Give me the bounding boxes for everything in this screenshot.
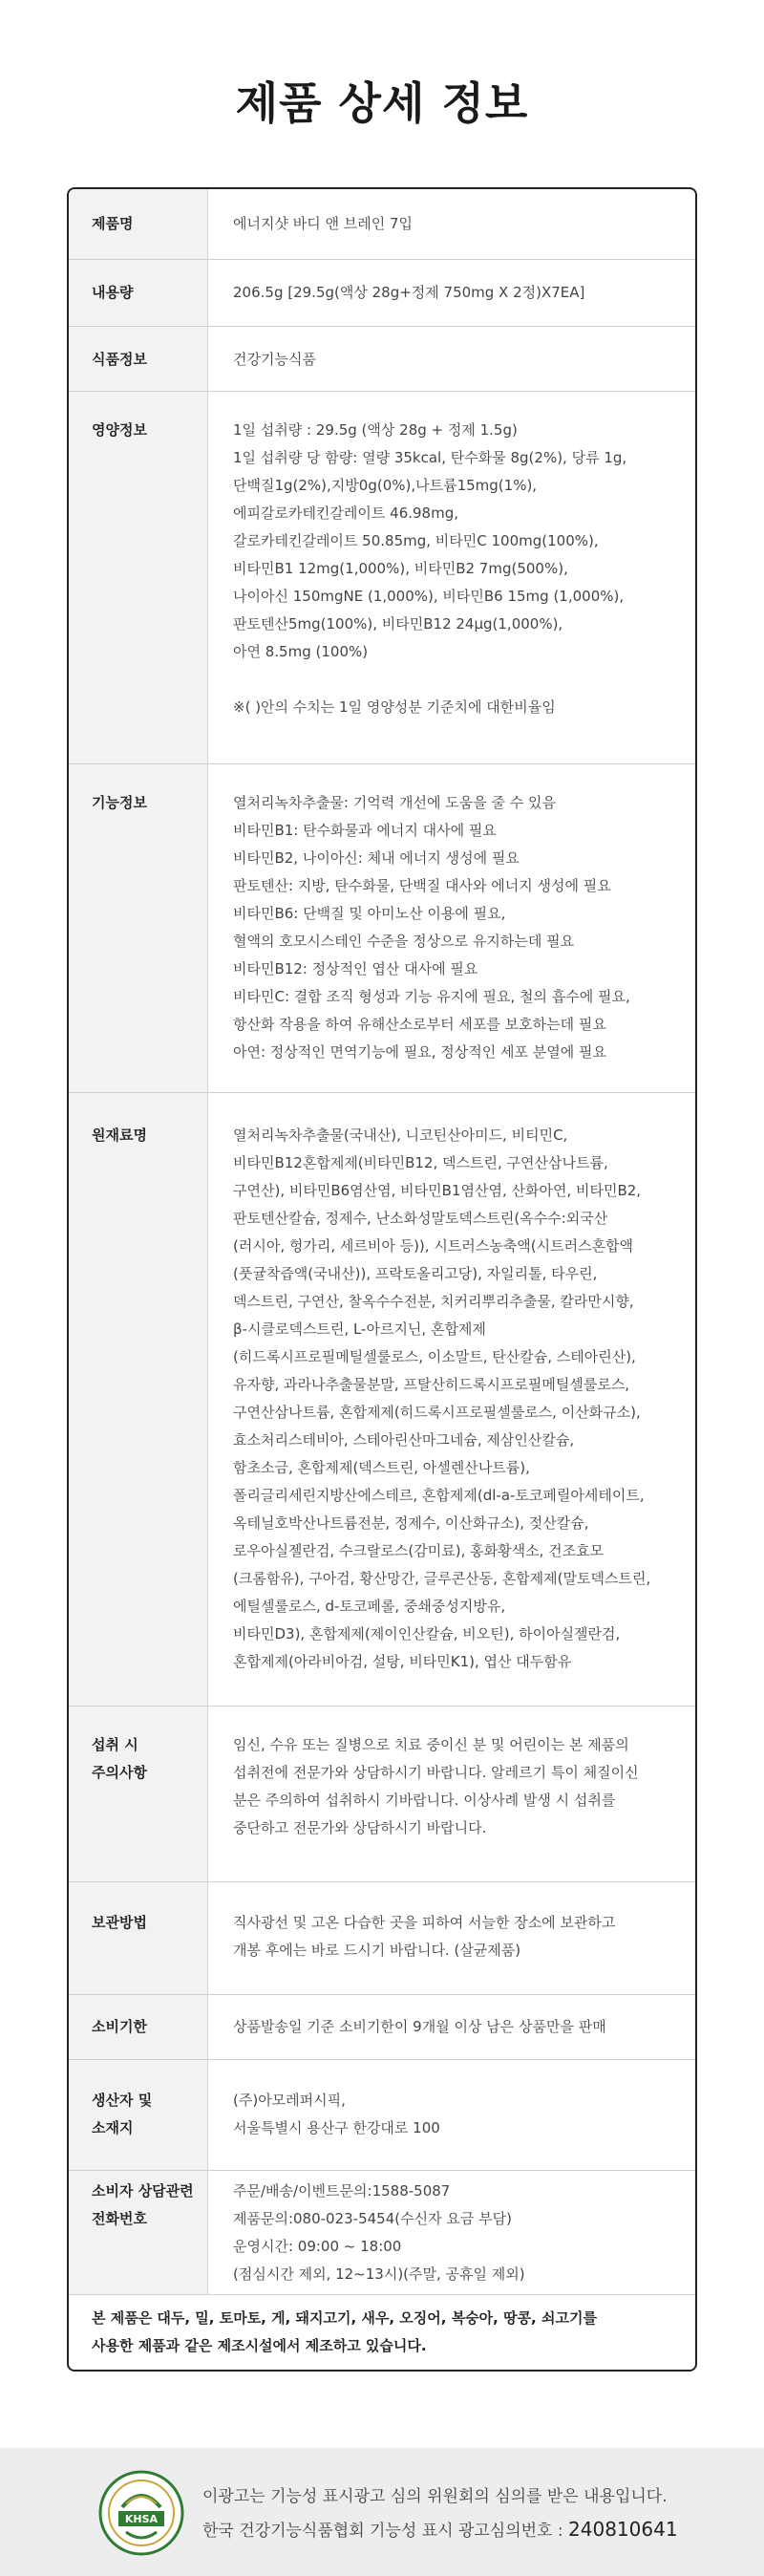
row-label-cell — [69, 1093, 208, 1706]
row-nutrition — [69, 392, 695, 764]
row-label-cell — [69, 2171, 208, 2294]
ingredient-line: 혼합제제(아라비아검, 설탕, 비타민K1), 엽산 대두함유 — [233, 1653, 572, 1670]
function-line: 혈액의 호모시스테인 수준을 정상으로 유지하는데 필요 — [233, 933, 575, 950]
footer-line2-prefix: 한국 건강기능식품협회 기능성 표시 광고심의번호 : — [202, 2522, 569, 2541]
function-line: 아연: 정상적인 면역기능에 필요, 정상적인 세포 분열에 필요 — [233, 1043, 606, 1061]
spacer — [233, 666, 682, 694]
allergy-notice-line2: 사용한 제품과 같은 제조시설에서 제조하고 있습니다. — [92, 2337, 427, 2354]
row-manufacturer — [69, 2060, 695, 2171]
manufacturer-label-line2: 소재지 — [92, 2119, 134, 2136]
content-value: 206.5g [29.5g(액상 28g+정제 750mg X 2정)X7EA] — [233, 284, 585, 301]
function-label: 기능정보 — [92, 794, 147, 811]
row-label-cell — [69, 260, 208, 326]
row-consumer-contact — [69, 2171, 695, 2295]
row-label-cell — [69, 1882, 208, 1994]
nutrition-note: ※( )안의 수치는 1일 영양성분 기준치에 대한비율임 — [233, 698, 556, 716]
row-content — [69, 260, 695, 327]
caution-line: 섭취전에 전문가와 상담하시기 바랍니다. 알레르기 특이 체질이신 — [233, 1764, 639, 1781]
contact-line: (점심시간 제외, 12~13시)(주말, 공휴일 제외) — [233, 2265, 525, 2283]
row-label-cell — [69, 764, 208, 1092]
contact-label-line1: 소비자 상담관련 — [92, 2182, 194, 2200]
row-storage — [69, 1882, 695, 1995]
ingredient-line: 로우아실젤란검, 수크랄로스(감미료), 홍화황색소, 건조효모 — [233, 1542, 605, 1559]
ingredient-line: (히드록시프로필메틸셀룰로스, 이소말트, 탄산칼슘, 스테아린산), — [233, 1348, 636, 1365]
function-line: 비타민B2, 나이아신: 체내 에너지 생성에 필요 — [233, 849, 520, 867]
product-name-value: 에너지샷 바디 앤 브레인 7입 — [233, 215, 414, 232]
contact-line: 운영시간: 09:00 ~ 18:00 — [233, 2238, 402, 2255]
function-line: 비타민B1: 탄수화물과 에너지 대사에 필요 — [233, 822, 497, 839]
product-name-label: 제품명 — [92, 215, 134, 232]
expiry-label: 소비기한 — [92, 2018, 147, 2035]
nutrition-line: 단백질1g(2%),지방0g(0%),나트륨15mg(1%), — [233, 477, 538, 494]
manufacturer-label-line1: 생산자 및 — [92, 2092, 153, 2109]
khsa-seal-icon — [97, 2469, 185, 2557]
function-values — [233, 789, 682, 1066]
caution-line: 분은 주의하여 섭취하시 기바랍니다. 이상사례 발생 시 섭취를 — [233, 1792, 616, 1809]
function-line: 열처리녹차추출물: 기억력 개선에 도움을 줄 수 있음 — [233, 794, 556, 811]
ingredient-line: 효소처리스테비아, 스테아린산마그네슘, 제삼인산칼슘, — [233, 1431, 575, 1449]
contact-values — [233, 2178, 682, 2288]
nutrition-line: 아연 8.5mg (100%) — [233, 643, 369, 660]
row-ingredients — [69, 1093, 695, 1707]
nutrition-line: 1일 섭취량 : 29.5g (액상 28g + 정제 1.5g) — [233, 421, 518, 439]
allergy-notice-line1: 본 제품은 대두, 밀, 토마토, 게, 돼지고기, 새우, 오징어, 복숭아, 땅콩, 쇠고기를 — [92, 2309, 597, 2327]
ingredient-line: 폴리글리세린지방산에스테르, 혼합제제(dl-a-토코페릴아세테이트, — [233, 1487, 645, 1504]
function-line: 비타민B12: 정상적인 엽산 대사에 필요 — [233, 960, 478, 977]
expiry-value: 상품발송일 기준 소비기한이 9개월 이상 남은 상품만을 판매 — [233, 2018, 606, 2035]
nutrition-line: 에피갈로카테킨갈레이트 46.98mg, — [233, 504, 459, 522]
ingredients-label: 원재료명 — [92, 1127, 147, 1144]
ingredient-line: 함초소금, 혼합제제(덱스트린, 아셀렌산나트륨), — [233, 1459, 530, 1476]
nutrition-line: 나이아신 150mgNE (1,000%), 비타민B6 15mg (1,000%), — [233, 588, 625, 605]
contact-label-line2: 전화번호 — [92, 2210, 147, 2227]
ingredient-line: 비타민B12혼합제제(비타민B12, 덱스트린, 구연산삼나트륨, — [233, 1154, 608, 1171]
row-function — [69, 764, 695, 1093]
nutrition-line: 1일 섭취량 당 함량: 열량 35kcal, 탄수화물 8g(2%), 당류 1g, — [233, 449, 627, 466]
function-line: 항산화 작용을 하여 유해산소로부터 세포를 보호하는데 필요 — [233, 1016, 606, 1033]
storage-label: 보관방법 — [92, 1914, 147, 1931]
manufacturer-line: (주)아모레퍼시픽, — [233, 2092, 346, 2109]
page-title: 제품 상세 정보 — [235, 77, 529, 129]
row-label-cell — [69, 392, 208, 763]
storage-line: 개봉 후에는 바로 드시기 바랍니다. (살균제품) — [233, 1942, 521, 1959]
caution-values — [233, 1731, 682, 1842]
ingredient-line: (러시아, 헝가리, 세르비아 등)), 시트러스농축액(시트러스혼합액 — [233, 1237, 634, 1255]
ingredient-line: 열처리녹차추출물(국내산), 니코틴산아미드, 비티민C, — [233, 1127, 568, 1144]
ingredient-line: 비타민D3), 혼합제제(제이인산칼슘, 비오틴), 하이아실젤란검, — [233, 1625, 621, 1642]
row-label-cell — [69, 2060, 208, 2170]
row-label-cell — [69, 1707, 208, 1881]
footer-line1: 이광고는 기능성 표시광고 심의 위원회의 심의를 받은 내용입니다. — [202, 2487, 668, 2506]
ingredient-line: 옥테닐호박산나트륨전분, 정제수, 이산화규소), 젖산칼슘, — [233, 1514, 589, 1532]
storage-values — [233, 1909, 682, 1964]
caution-line: 임신, 수유 또는 질병으로 치료 중이신 분 및 어린이는 본 제품의 — [233, 1736, 629, 1753]
nutrition-line: 갈로카테킨갈레이트 50.85mg, 비타민C 100mg(100%), — [233, 532, 599, 549]
ingredient-line: 덱스트린, 구연산, 찰옥수수전분, 치커리뿌리추출물, 칼라만시향, — [233, 1293, 634, 1310]
footer-line2 — [202, 2517, 678, 2541]
nutrition-values — [233, 417, 682, 721]
food-type-value: 건강기능식품 — [233, 351, 316, 368]
ingredient-line: 에틸셀룰로스, d-토코페롤, 중쇄중성지방유, — [233, 1598, 506, 1615]
row-food-type — [69, 327, 695, 392]
row-label-cell — [69, 1995, 208, 2059]
caution-label-line2: 주의사항 — [92, 1764, 147, 1781]
caution-label-line1: 섭취 시 — [92, 1736, 138, 1753]
manufacturer-line: 서울특별시 용산구 한강대로 100 — [233, 2119, 440, 2136]
content-label: 내용량 — [92, 284, 134, 301]
allergy-notice — [69, 2295, 695, 2372]
storage-line: 직사광선 및 고온 다습한 곳을 피하여 서늘한 장소에 보관하고 — [233, 1914, 616, 1931]
ingredient-line: (크롬함유), 구아검, 황산망간, 글루콘산동, 혼합제제(말토덱스트린, — [233, 1570, 651, 1587]
ingredient-line: 구연산삼나트륨, 혼합제제(히드록시프로필셀룰로스, 이산화규소), — [233, 1404, 641, 1421]
nutrition-line: 판토텐산5mg(100%), 비타민B12 24μg(1,000%), — [233, 615, 563, 633]
ingredient-line: β-시클로덱스트린, L-아르지닌, 혼합제제 — [233, 1320, 486, 1338]
contact-line: 주문/배송/이벤트문의:1588-5087 — [233, 2182, 451, 2200]
ad-review-footer — [0, 2448, 764, 2576]
manufacturer-values — [233, 2087, 682, 2142]
caution-line: 중단하고 전문가와 상담하시기 바랍니다. — [233, 1819, 487, 1836]
function-line: 판토텐산: 지방, 탄수화물, 단백질 대사와 에너지 생성에 필요 — [233, 877, 611, 894]
nutrition-label: 영양정보 — [92, 421, 147, 439]
function-line: 비타민C: 결합 조직 형성과 기능 유지에 필요, 철의 흡수에 필요, — [233, 988, 630, 1005]
review-number: 240810641 — [568, 2518, 678, 2541]
row-product-name — [69, 189, 695, 260]
ingredient-line: 구연산), 비타민B6염산염, 비타민B1염산염, 산화아연, 비타민B2, — [233, 1182, 642, 1199]
row-caution — [69, 1707, 695, 1882]
function-line: 비타민B6: 단백질 및 아미노산 이용에 필요, — [233, 905, 506, 922]
ingredient-line: 유자향, 과라나추출물분말, 프탈산히드록시프로필메틸셀룰로스, — [233, 1376, 630, 1393]
product-info-table — [67, 187, 697, 2372]
seal-text: KHSA — [124, 2513, 159, 2525]
nutrition-line: 비타민B1 12mg(1,000%), 비타민B2 7mg(500%), — [233, 560, 568, 577]
row-label-cell — [69, 327, 208, 391]
ingredient-line: 판토텐산칼슘, 정제수, 난소화성말토덱스트린(옥수수:외국산 — [233, 1210, 608, 1227]
ingredient-line: (풋귤착즙액(국내산)), 프락토올리고당), 자일리톨, 타우린, — [233, 1265, 598, 1282]
row-label-cell — [69, 189, 208, 259]
row-expiry — [69, 1995, 695, 2060]
food-type-label: 식품정보 — [92, 351, 147, 368]
ingredients-values — [233, 1122, 682, 1676]
contact-line: 제품문의:080-023-5454(수신자 요금 부담) — [233, 2210, 512, 2227]
